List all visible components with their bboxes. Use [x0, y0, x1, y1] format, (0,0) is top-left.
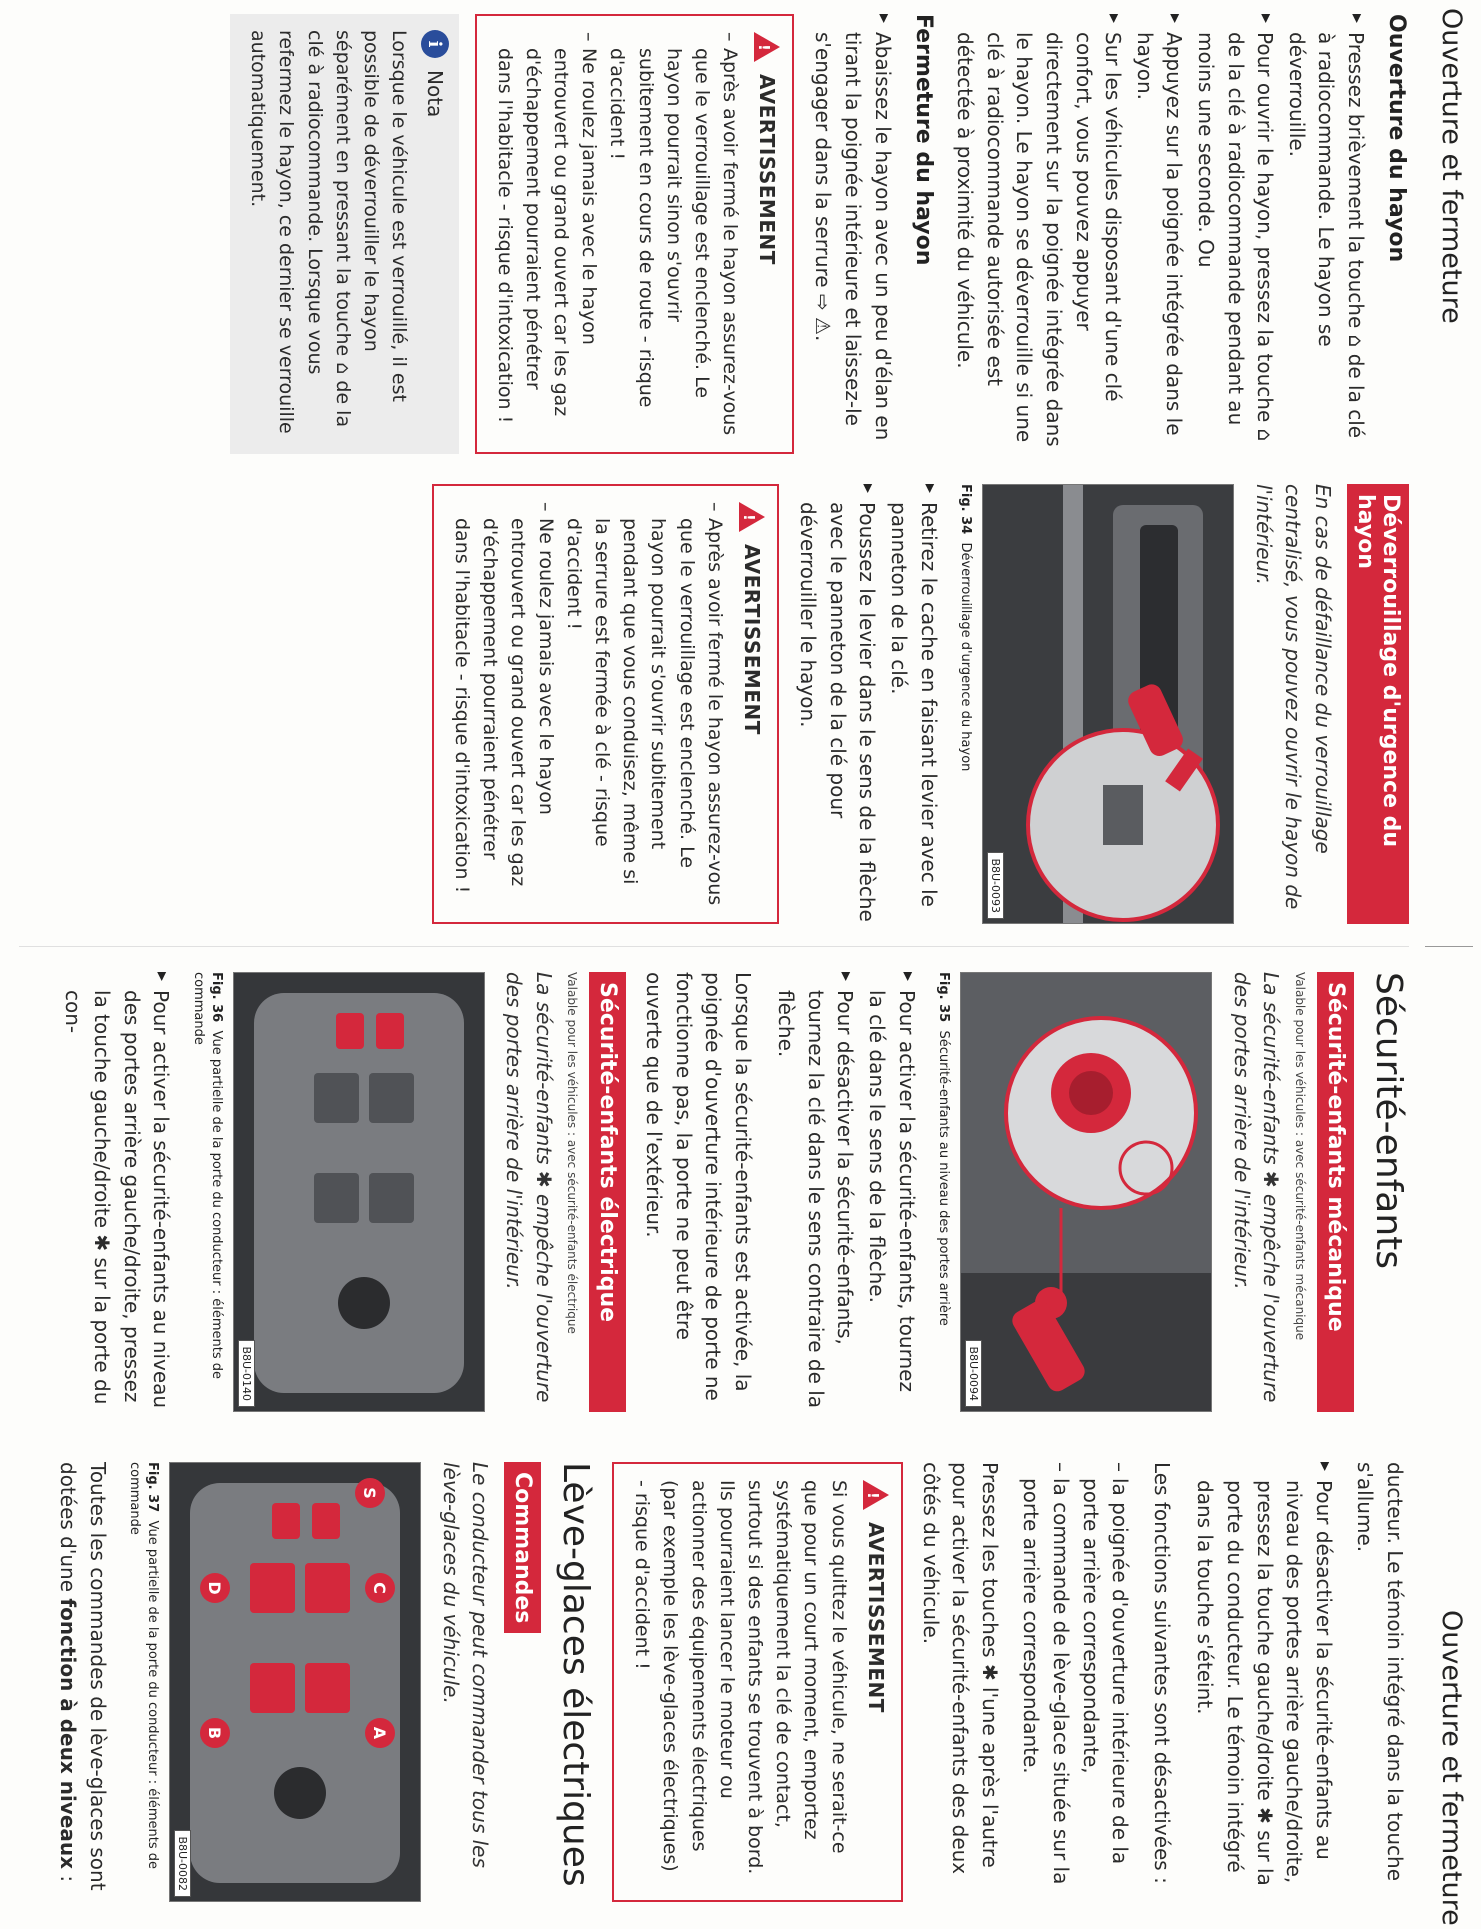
continued-text: ducteur. Le témoin intégré dans la touche s'allume.: [1353, 1462, 1407, 1882]
warning-triangle-icon: !: [739, 502, 765, 532]
disabled-intro: Les fonctions suivantes sont désactivées :: [1149, 1462, 1174, 1884]
svg-text:S: S: [360, 1487, 380, 1499]
unlock-steps: [793, 484, 943, 924]
info-icon: i: [421, 30, 449, 58]
warning-text: Si vous quittez le véhicule, ne serait-ce que pour un court moment, emportez systématiquement la clé de contact, surtout si des enfants se trouvent à bord. Ils pourraient lancer le moteur ou actionner des équipements électriques (par exemple les lève-glaces électriques) - risque d'accident !: [631, 1480, 851, 1875]
mechanical-steps: [771, 972, 921, 1412]
figure-caption: Fig. 37 Vue partielle de la porte du conducteur : éléments de commande: [127, 1462, 161, 1870]
list-item: ▸ Pour désactiver la sécurité-enfants, tournez la clé dans le sens contraire de la flèche.: [771, 972, 860, 1412]
list-item: – Ne roulez jamais avec le hayon entrouvert ou grand ouvert car les gaz d'échappement pourraient pénétrer dans l'habitacle - risque d'intoxication !: [448, 502, 560, 906]
nota-box: [230, 14, 459, 454]
page-header-left: Ouverture et fermeture: [1436, 8, 1467, 324]
body-text: Toutes les commandes de lève-glaces sont dotées d'une fonction à deux niveaux :: [56, 1462, 110, 1891]
figure-reference: B8U-0094: [965, 1340, 982, 1407]
warning-box: [432, 484, 779, 924]
column-1: [230, 14, 1409, 454]
lead-text: La sécurité-enfants ✱ empêche l'ouverture des portes arrière de l'intérieur.: [502, 972, 556, 1403]
list-item: – la commande de lève-glace située sur la porte arrière correspondante.: [1016, 1462, 1075, 1902]
callout-c: [365, 1573, 395, 1603]
list-item: ▸ Abaissez le hayon avec un peu d'élan en tirant la poignée intérieure et laissez-le s'engager dans la serrure ⇨ ⚠.: [808, 14, 897, 454]
figure-reference: B8U-0093: [987, 852, 1004, 919]
lead-text: Le conducteur peut commander tous les lève-glaces du véhicule.: [438, 1462, 493, 1868]
section-title-fermeture: Fermeture du hayon: [910, 14, 936, 266]
warning-triangle-icon: !: [754, 32, 780, 62]
section-title-electrique: Sécurité-enfants électrique: [589, 972, 626, 1412]
warning-list: [491, 32, 744, 436]
list-item: ▸ Pour activer la sécurité-enfants au niveau des portes arrière gauche/droite, pressez la touche gauche/droite ✱ sur la porte du con-: [57, 972, 175, 1412]
door-controls-illustration: [234, 973, 484, 1412]
warning-list: [448, 502, 729, 906]
warning-title: AVERTISSEMENT: [864, 1522, 889, 1713]
warning-box: [612, 1462, 903, 1902]
list-item: ▸ Retirez le cache en faisant levier avec le panneton de la clé.: [883, 484, 942, 924]
child-lock-illustration: [961, 973, 1211, 1412]
electric-steps: [57, 972, 175, 1412]
svg-text:C: C: [370, 1582, 390, 1594]
column-3: [43, 972, 1409, 1412]
section-title-commandes: Commandes: [504, 1462, 541, 1633]
list-item: – la poignée d'ouverture intérieure de la porte arrière correspondante,: [1075, 1462, 1134, 1902]
figure-caption: Fig. 35 Sécurité-enfants au niveau des portes arrière: [936, 972, 952, 1326]
section-title-mecanique: Sécurité-enfants mécanique: [1317, 972, 1354, 1412]
figure-caption: Fig. 36 Vue partielle de la porte du conducteur : éléments de commande: [191, 972, 224, 1380]
figure-37: [169, 1462, 421, 1902]
section-title-ouverture: Ouverture du hayon: [1384, 14, 1409, 263]
list-item: ▸ Pour désactiver la sécurité-enfants au niveau des portes arrière gauche/droite, pressez la touche gauche/droite ✱ sur la porte du conducteur. Le témoin intégré dans la touche s'éteint.: [1190, 1462, 1338, 1902]
list-item: ▸ Pour activer la sécurité-enfants, tournez la clé dans le sens de la flèche.: [861, 972, 920, 1412]
callout-s: [355, 1478, 385, 1508]
figure-reference: B8U-0082: [174, 1830, 191, 1897]
svg-text:B: B: [205, 1726, 225, 1740]
list-item: ▸ Appuyez sur la poignée intégrée dans le hayon.: [1129, 14, 1188, 454]
svg-text:D: D: [205, 1581, 225, 1595]
body-text: Lorsque la sécurité-enfants est activée, la poignée d'ouverture intérieure de porte ne fonctionne pas, la porte ne peut être ouverte que de l'extérieur.: [641, 972, 755, 1401]
warning-header: [754, 32, 780, 436]
warning-header: [739, 502, 765, 906]
page-header-right: Ouverture et fermeture: [1436, 1610, 1467, 1926]
warning-title: AVERTISSEMENT: [739, 544, 764, 735]
validity-note: Valable pour les véhicules : avec sécurité-enfants électrique: [565, 972, 580, 1334]
chapter-title-securite: Sécurité-enfants: [1368, 972, 1409, 1270]
figure-35: [960, 972, 1212, 1412]
open-steps: [950, 14, 1370, 454]
figure-caption: Fig. 34 Déverrouillage d'urgence du hayon: [958, 484, 974, 772]
section-title-deverrouillage: Déverrouillage d'urgence du hayon: [1347, 484, 1409, 924]
warning-title: AVERTISSEMENT: [754, 74, 779, 265]
nota-title: Nota: [422, 70, 447, 118]
list-item: – Après avoir fermé le hayon assurez-vous que le verrouillage est enclenché. Le hayon pourrait sinon s'ouvrir subitement en cours de route - risque d'accident !: [603, 32, 744, 436]
deactivate-steps: [1190, 1462, 1338, 1902]
spine: [19, 946, 1409, 947]
list-item: ▸ Pour ouvrir le hayon, pressez la touche ⌂ de la clé à radiocommande pendant au moins une seconde. Ou: [1190, 14, 1279, 454]
lead-text: En cas de défaillance du verrouillage centralisé, vous pouvez ouvrir le hayon de l'intérieur.: [1251, 484, 1335, 910]
emergency-unlock-illustration: [983, 485, 1233, 924]
nota-header: [421, 30, 449, 438]
figure-36: [233, 972, 485, 1412]
warning-triangle-icon: !: [863, 1480, 889, 1510]
close-steps: [808, 14, 897, 454]
svg-text:A: A: [370, 1726, 390, 1740]
warning-box: [475, 14, 794, 454]
chapter-title-leve-glaces: Lève-glaces électriques: [555, 1462, 597, 1887]
figure-34: [982, 484, 1234, 924]
window-controls-illustration: [170, 1463, 420, 1902]
disabled-list: [1016, 1462, 1134, 1902]
callout-a: [365, 1718, 395, 1748]
column-4: [41, 1462, 1409, 1902]
list-item: ▸ Pressez brièvement la touche ⌂ de la clé à radiocommande. Le hayon se déverrouille.: [1281, 14, 1370, 454]
both-sides-text: Pressez les touches ✱ l'une après l'autre pour activer la sécurité-enfants des deux côtés du véhicule.: [918, 1462, 1002, 1875]
validity-note: Valable pour les véhicules : avec sécurité-enfants mécanique: [1293, 972, 1307, 1341]
list-item: – Après avoir fermé le hayon assurez-vous que le verrouillage est enclenché. Le hayon pourrait s'ouvrir subitement pendant que vous conduisez, même si la serrure est fermée à clé - risque d'accident !: [560, 502, 729, 906]
warning-header: [863, 1480, 889, 1884]
figure-reference: B8U-0140: [238, 1340, 255, 1407]
list-item: ▸ Poussez le levier dans le sens de la flèche avec le panneton de la clé pour déverrouiller le hayon.: [793, 484, 882, 924]
lead-text: La sécurité-enfants ✱ empêche l'ouverture des portes arrière de l'intérieur.: [1229, 972, 1284, 1403]
callout-b: [200, 1718, 230, 1748]
list-item: ▸ Sur les véhicules disposant d'une clé confort, vous pouvez appuyer directement sur la poignée intégrée dans le hayon. Le hayon se déverrouille si une clé à radiocommande autorisée est détectée à proximité du véhicule.: [950, 14, 1128, 454]
list-item: – Ne roulez jamais avec le hayon entrouvert ou grand ouvert car les gaz d'échappement pourraient pénétrer dans l'habitacle - risque d'intoxication !: [491, 32, 603, 436]
callout-d: [200, 1573, 230, 1603]
page-divider: [1425, 946, 1473, 947]
nota-text: Lorsque le véhicule est verrouillé, il est possible de déverrouiller le hayon séparément en pressant la touche ⌂ de la clé à radiocommande. Lorsque vous refermez le hayon, ce dernier se verrouille automatiquement.: [247, 30, 410, 434]
column-2: [416, 484, 1409, 924]
